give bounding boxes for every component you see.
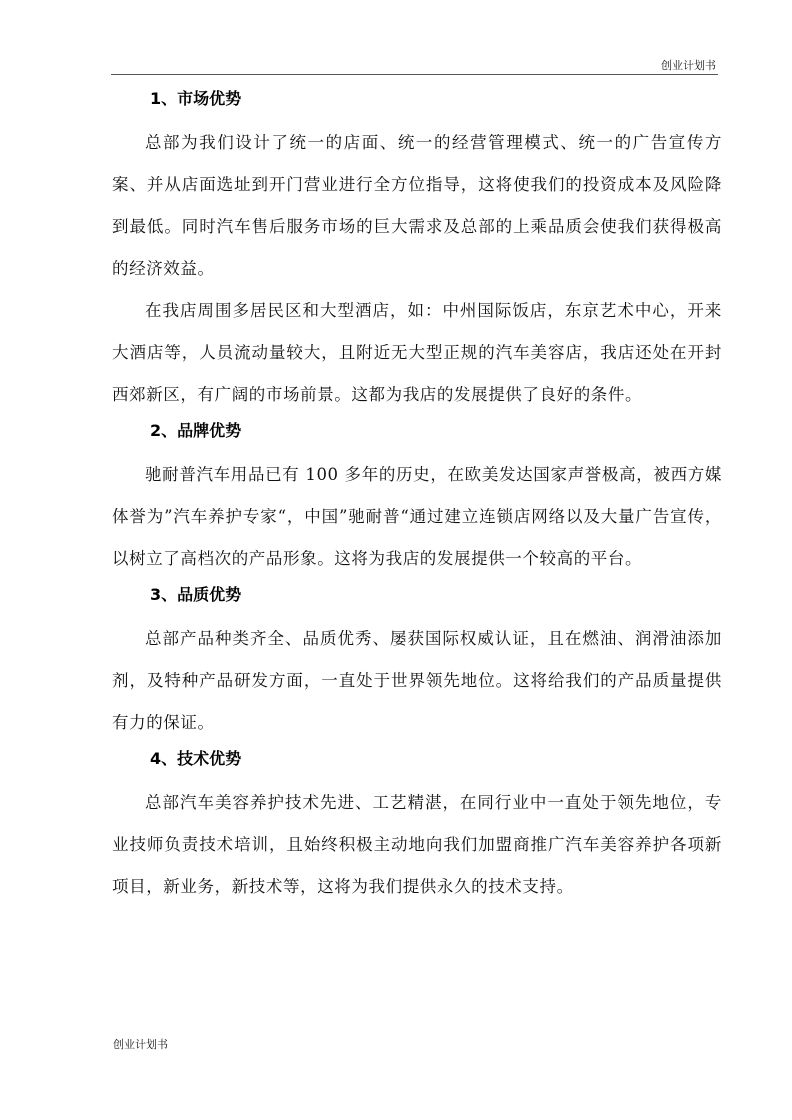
- paragraph: 总部产品种类齐全、品质优秀、屡获国际权威认证，且在燃油、润滑油添加剂，及特种产品研发方面，一直处于世界领先地位。这将给我们的产品质量提供有力的保证。: [112, 629, 722, 732]
- section-quality-advantage: [112, 580, 722, 744]
- paragraph: 驰耐普汽车用品已有 100 多年的历史，在欧美发达国家声誉极高，被西方媒体誉为”汽车养护专家“，中国”驰耐普“通过建立连锁店网络以及大量广告宣传，以树立了高档次的产品形象。这将为我店的发展提供一个较高的平台。: [112, 465, 722, 568]
- section-heading: 3、品质优势: [150, 585, 242, 604]
- section-heading: 2、品牌优势: [150, 421, 242, 440]
- document-body: [112, 84, 722, 908]
- page-header: [111, 52, 718, 75]
- paragraph: 总部为我们设计了统一的店面、统一的经营管理模式、统一的广告宣传方案、并从店面选址到开门营业进行全方位指导，这将使我们的投资成本及风险降到最低。同时汽车售后服务市场的巨大需求及总部的上乘品质会使我们获得极高的经济效益。: [112, 133, 722, 278]
- paragraph: 总部汽车美容养护技术先进、工艺精湛，在同行业中一直处于领先地位，专业技师负责技术培训，且始终积极主动地向我们加盟商推广汽车美容养护各项新项目，新业务，新技术等，这将为我们提供永久的技术支持。: [112, 793, 722, 896]
- section-brand-advantage: [112, 416, 722, 580]
- page-footer: 创业计划书: [113, 1038, 168, 1051]
- section-technology-advantage: [112, 744, 722, 908]
- section-heading: 1、市场优势: [150, 89, 242, 108]
- header-title: 创业计划书: [661, 59, 716, 72]
- section-heading: 4、技术优势: [150, 749, 242, 768]
- paragraph: 在我店周围多居民区和大型酒店，如：中州国际饭店，东京艺术中心，开来大酒店等，人员流动量较大，且附近无大型正规的汽车美容店，我店还处在开封西郊新区，有广阔的市场前景。这都为我店的发展提供了良好的条件。: [112, 301, 722, 404]
- section-market-advantage: [112, 84, 722, 416]
